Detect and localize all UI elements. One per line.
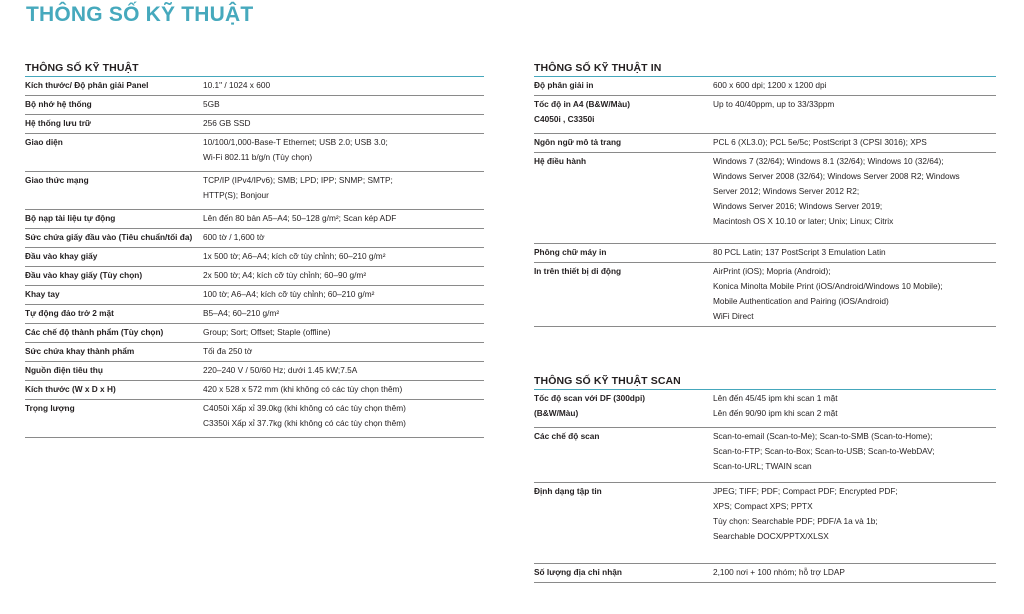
spec-row [534,153,996,244]
spec-row [25,96,484,115]
spec-value-line: Tối đa 250 tờ [203,346,253,356]
spec-row [25,343,484,362]
spec-value-line: Up to 40/40ppm, up to 33/33ppm [713,99,835,109]
spec-value [203,134,484,171]
spec-value [203,172,484,209]
spec-row [534,428,996,483]
spec-value-line: 256 GB SSD [203,118,251,128]
spec-label: Tốc độ scan với DF (300dpi) (B&W/Màu) [534,393,646,418]
spec-value [713,134,996,152]
page-title: THÔNG SỐ KỸ THUẬT [26,3,254,26]
spec-value-line: Lên đến 45/45 ipm khi scan 1 mặt [713,393,838,403]
spec-value [203,400,484,437]
spec-value-line: 2,100 nơi + 100 nhóm; hỗ trợ LDAP [713,567,845,577]
spec-label: Tự động đảo trở 2 mặt [25,308,114,318]
spec-label: Kích thước (W x D x H) [25,384,116,394]
spec-label: Trọng lượng [25,403,75,413]
spec-label: Bộ nạp tài liệu tự động [25,213,116,223]
spec-value [203,96,484,114]
spec-value [713,96,996,133]
general-specs-section [25,60,484,438]
spec-label: Bộ nhớ hệ thống [25,99,92,109]
spec-value [203,362,484,380]
spec-value-line: Lên đến 90/90 ipm khi scan 2 mặt [713,408,838,418]
spec-value-line: 100 tờ; A6–A4; kích cỡ tùy chỉnh; 60–210 g/m² [203,289,375,299]
spec-row [534,483,996,564]
spec-value-line: WiFi Direct [713,311,754,321]
spec-label: Giao diện [25,137,63,147]
spec-value-line: PCL 6 (XL3.0); PCL 5e/5c; PostScript 3 (CPSI 3016); XPS [713,137,927,147]
spec-label: Đầu vào khay giấy (Tùy chọn) [25,270,143,280]
spec-value-line: Lên đến 80 bản A5–A4; 50–128 g/m²; Scan kép ADF [203,213,397,223]
spec-label: Ngôn ngữ mô tả trang [534,137,622,147]
spec-value-line: 80 PCL Latin; 137 PostScript 3 Emulation Latin [713,247,886,257]
spec-value-line: 10.1" / 1024 x 600 [203,80,271,90]
spec-row [25,172,484,210]
spec-value [203,229,484,247]
spec-label: Nguồn điện tiêu thụ [25,365,103,375]
spec-value [713,153,996,243]
spec-label: Định dạng tập tin [534,486,602,496]
spec-value-line: B5–A4; 60–210 g/m² [203,308,280,318]
spec-row [25,115,484,134]
section-heading: THÔNG SỐ KỸ THUẬT [25,60,484,77]
spec-table [25,77,484,438]
spec-row [25,362,484,381]
spec-value-line: 1x 500 tờ; A6–A4; kích cỡ tùy chỉnh; 60–210 g/m² [203,251,386,261]
spec-value [203,286,484,304]
spec-label: Độ phân giải in [534,80,594,90]
spec-value-line: Mobile Authentication and Pairing (iOS/Android) [713,296,889,306]
spec-row [25,400,484,438]
spec-value [713,428,996,482]
spec-label: Sức chứa khay thành phẩm [25,346,135,356]
spec-label: Hệ điều hành [534,156,587,166]
spec-value-line: 420 x 528 x 572 mm (khi không có các tùy chọn thêm) [203,384,403,394]
spec-label: Sức chứa giấy đầu vào (Tiêu chuẩn/tối đa) [25,232,193,242]
spec-value [203,305,484,323]
spec-label: In trên thiết bị di động [534,266,622,276]
spec-row [25,229,484,248]
spec-value-line: 10/100/1,000-Base-T Ethernet; USB 2.0; USB 3.0; [203,137,388,147]
spec-value [713,564,996,582]
spec-value [713,390,996,427]
spec-value-line: Scan-to-FTP; Scan-to-Box; Scan-to-USB; Scan-to-WebDAV; [713,446,935,456]
spec-value-line: Tùy chọn: Searchable PDF; PDF/A 1a và 1b; [713,516,878,526]
spec-value [713,77,996,95]
spec-value [203,77,484,95]
spec-row [534,96,996,134]
spec-row [25,77,484,96]
spec-value-line: HTTP(S); Bonjour [203,190,269,200]
scan-specs-section [534,373,996,583]
spec-value [203,267,484,285]
spec-value-line: 600 x 600 dpi; 1200 x 1200 dpi [713,80,827,90]
spec-value [203,248,484,266]
spec-row [534,564,996,583]
spec-value-line: 2x 500 tờ; A4; kích cỡ tùy chỉnh; 60–90 g/m² [203,270,367,280]
spec-row [25,134,484,172]
spec-value [713,483,996,563]
spec-value [203,381,484,399]
spec-value-line: 5GB [203,99,220,109]
spec-value-line: Scan-to-email (Scan-to-Me); Scan-to-SMB (Scan-to-Home); [713,431,933,441]
spec-row [25,324,484,343]
spec-row [25,286,484,305]
spec-row [534,244,996,263]
spec-value-line: Windows 7 (32/64); Windows 8.1 (32/64); Windows 10 (32/64); [713,156,944,166]
spec-value-line: Macintosh OS X 10.10 or later; Unix; Linux; Citrix [713,216,894,226]
spec-value-line: Windows Server 2008 (32/64); Windows Server 2008 R2; Windows [713,171,960,181]
spec-label: Tốc độ in A4 (B&W/Màu) C4050i , C3350i [534,99,631,124]
spec-label: Khay tay [25,289,60,299]
spec-value-line: Server 2012; Windows Server 2012 R2; [713,186,860,196]
spec-row [25,248,484,267]
spec-table [534,77,996,327]
spec-value-line: XPS; Compact XPS; PPTX [713,501,813,511]
spec-label: Số lượng địa chỉ nhận [534,567,622,577]
spec-value [203,343,484,361]
spec-value-line: 600 tờ / 1,600 tờ [203,232,265,242]
spec-label: Hệ thống lưu trữ [25,118,91,128]
spec-value-line: C4050i Xấp xỉ 39.0kg (khi không có các tùy chọn thêm) [203,403,406,413]
spec-label: Đầu vào khay giấy [25,251,98,261]
spec-row [25,267,484,286]
spec-value [203,210,484,228]
spec-table [534,390,996,583]
spec-value-line: Windows Server 2016; Windows Server 2019; [713,201,883,211]
spec-value-line: C3350i Xấp xỉ 37.7kg (khi không có các tùy chọn thêm) [203,418,406,428]
spec-value-line: 220–240 V / 50/60 Hz; dưới 1.45 kW;7.5A [203,365,358,375]
spec-value [713,244,996,262]
print-specs-section [534,60,996,327]
spec-value-line: Konica Minolta Mobile Print (iOS/Android/Windows 10 Mobile); [713,281,943,291]
spec-value-line: Group; Sort; Offset; Staple (offline) [203,327,331,337]
spec-label: Phông chữ máy in [534,247,607,257]
spec-value-line: JPEG; TIFF; PDF; Compact PDF; Encrypted PDF; [713,486,898,496]
spec-label: Giao thức mạng [25,175,89,185]
spec-row [534,77,996,96]
spec-value [203,324,484,342]
spec-value [203,115,484,133]
spec-row [25,381,484,400]
spec-value-line: TCP/IP (IPv4/IPv6); SMB; LPD; IPP; SNMP; SMTP; [203,175,393,185]
spec-label: Các chế độ scan [534,431,600,441]
spec-label: Các chế độ thành phẩm (Tùy chọn) [25,327,164,337]
section-heading: THÔNG SỐ KỸ THUẬT SCAN [534,373,996,390]
spec-value-line: AirPrint (iOS); Mopria (Android); [713,266,831,276]
spec-row [534,134,996,153]
spec-row [534,390,996,428]
spec-row [25,305,484,324]
spec-value-line: Scan-to-URL; TWAIN scan [713,461,812,471]
spec-value [713,263,996,326]
spec-value-line: Searchable DOCX/PPTX/XLSX [713,531,829,541]
spec-value-line: Wi-Fi 802.11 b/g/n (Tùy chọn) [203,152,313,162]
spec-row [25,210,484,229]
spec-row [534,263,996,327]
section-heading: THÔNG SỐ KỸ THUẬT IN [534,60,996,77]
spec-label: Kích thước/ Độ phân giải Panel [25,80,149,90]
